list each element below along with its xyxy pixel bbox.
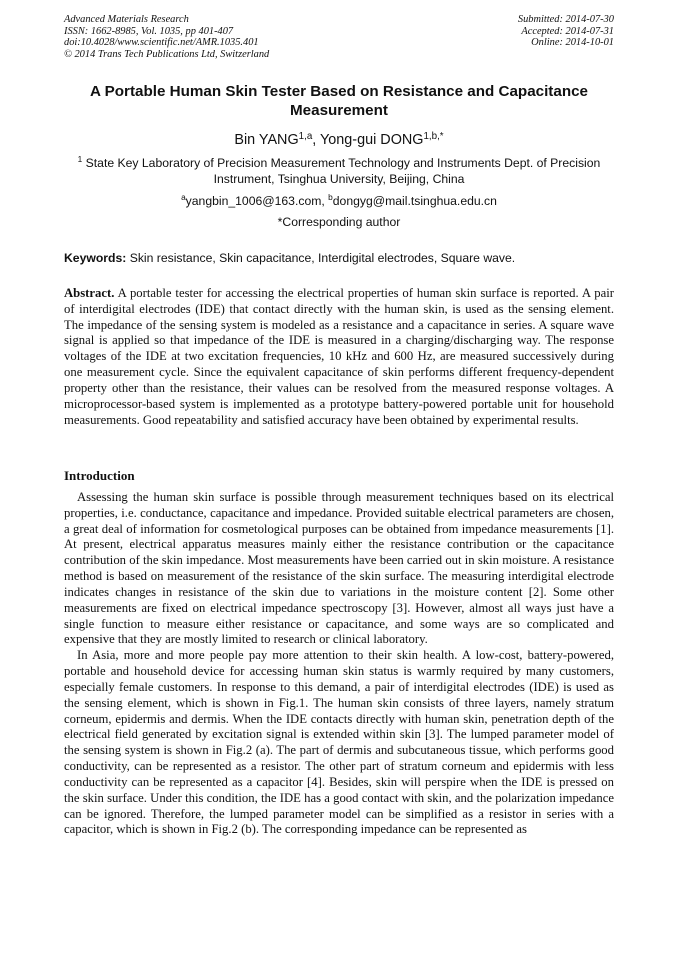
author-1-affiliation-mark: 1,a <box>298 130 313 142</box>
introduction-paragraph-2: In Asia, more and more people pay more attention to their skin health. A low-cost, battery-powered, portable and household device for accessing human skin status is warmly required by many customers, especially female customers. In response to this demand, a pair of interdigital electrodes (IDE) is used as the sensing element, which is shown in Fig.1. The human skin consists of three layers, namely stratum corneum, epidermis and dermis. When the IDE contacts directly with human skin, penetration depth of the electrical field generated by excitation signal is extended within skin [3]. The lumped parameter model of the sensing system is shown in Fig.2 (a). The part of dermis and subcutaneous tissue, which performs good conductivity, can be represented as a resistor. The other part of stratum corneum and epidermis with less conductivity can be represented as a capacitor [4]. Besides, skin will perspire when the IDE is pressed on the skin surface. Under this condition, the IDE has a good contact with skin, and the polarization impedance can be ignored. Therefore, the lumped parameter model can be simplified as a resistor in series with a capacitor, which is shown in Fig.2 (b). The corresponding impedance can be represented as <box>64 648 614 837</box>
author-2-affiliation-mark: 1,b,* <box>423 130 444 142</box>
author-2: Yong-gui DONG <box>320 132 424 148</box>
journal-header-left <box>64 14 269 60</box>
affiliation-text: State Key Laboratory of Precision Measurement Technology and Instruments Dept. of Precision Instrument, Tsinghua University, Beijing, China <box>85 156 601 187</box>
email-b-mark: b <box>328 192 333 203</box>
keywords-label: Keywords: <box>64 251 127 265</box>
submitted-date: Submitted: 2014-07-30 <box>517 14 614 25</box>
introduction-body <box>64 490 614 838</box>
paper-title: A Portable Human Skin Tester Based on Resistance and Capacitance Measurement <box>90 83 588 119</box>
abstract-text: A portable tester for accessing the electrical properties of human skin surface is reported. A pair of interdigital electrodes (IDE) that contact directly with the human skin, is used as the sensing element. The impedance of the sensing system is modeled as a resistance and a capacitance in series. A square wave signal is applied so that impedance of the IDE is measured in a charging/discharging way. The response voltages of the IDE at two excitation frequencies, 10 kHz and 600 Hz, are measured successively during one measurement cycle. Since the equivalent capacitance of skin performs different frequency-dependent property other than the resistance, their values can be resolved from the measured response voltages. A microprocessor-based system is implemented as a prototype battery-powered portable unit for household measurements. Good repeatability and satisfied accuracy have been obtained by experimental results. <box>64 286 614 427</box>
issn-line: ISSN: 1662-8985, Vol. 1035, pp 401-407 <box>64 25 234 37</box>
keywords <box>64 250 614 266</box>
doi-line: doi:10.4028/www.scientific.net/AMR.1035.401 <box>64 37 259 49</box>
affiliation <box>64 155 614 188</box>
author-1: Bin YANG <box>234 132 299 148</box>
email-author-2[interactable]: dongyg@mail.tsinghua.edu.cn <box>332 194 497 208</box>
keywords-text: Skin resistance, Skin capacitance, Interdigital electrodes, Square wave. <box>129 251 516 265</box>
email-author-1[interactable]: yangbin_1006@163.com, <box>185 194 329 208</box>
author-separator: , <box>312 132 321 148</box>
copyright-line: © 2014 Trans Tech Publications Ltd, Switzerland <box>64 48 270 60</box>
corresponding-author-note: *Corresponding author <box>277 215 401 229</box>
section-heading-introduction: Introduction <box>64 468 135 483</box>
email-a-mark: a <box>181 192 186 203</box>
author-line <box>64 131 614 149</box>
journal-header-right <box>518 14 614 49</box>
introduction-paragraph-1: Assessing the human skin surface is possible through measurement techniques based on its electrical properties, i.e. conductance, capacitance and impedance. Provided suitable electrical parameters are chosen, a great deal of information for cosmetological purposes can be obtained from impedance measurements [1]. At present, electrical apparatus measures mainly either the resistance contribution or the capacitance contribution of the skin impedance. Most measurements have been carried out in skin moisture. A resistance method is based on measurement of the resistance of the skin surface. The measuring interdigital electrode indicates changes in resistance of the skin due to variations in the moisture content [2]. Some other measurements are fixed on electrical impedance spectroscopy [3]. However, almost all ways just have a single function to measure either resistance or capacitance, and some ways are so complicated and expensive that they are mostly limited to research or clinical laboratory. <box>64 490 614 647</box>
accepted-date: Accepted: 2014-07-31 <box>521 25 614 37</box>
affiliation-mark: 1 <box>77 154 83 165</box>
abstract <box>64 286 614 428</box>
online-date: Online: 2014-10-01 <box>531 37 614 49</box>
email-line <box>64 193 614 209</box>
abstract-label: Abstract. <box>64 286 115 300</box>
journal-name: Advanced Materials Research <box>64 14 189 25</box>
